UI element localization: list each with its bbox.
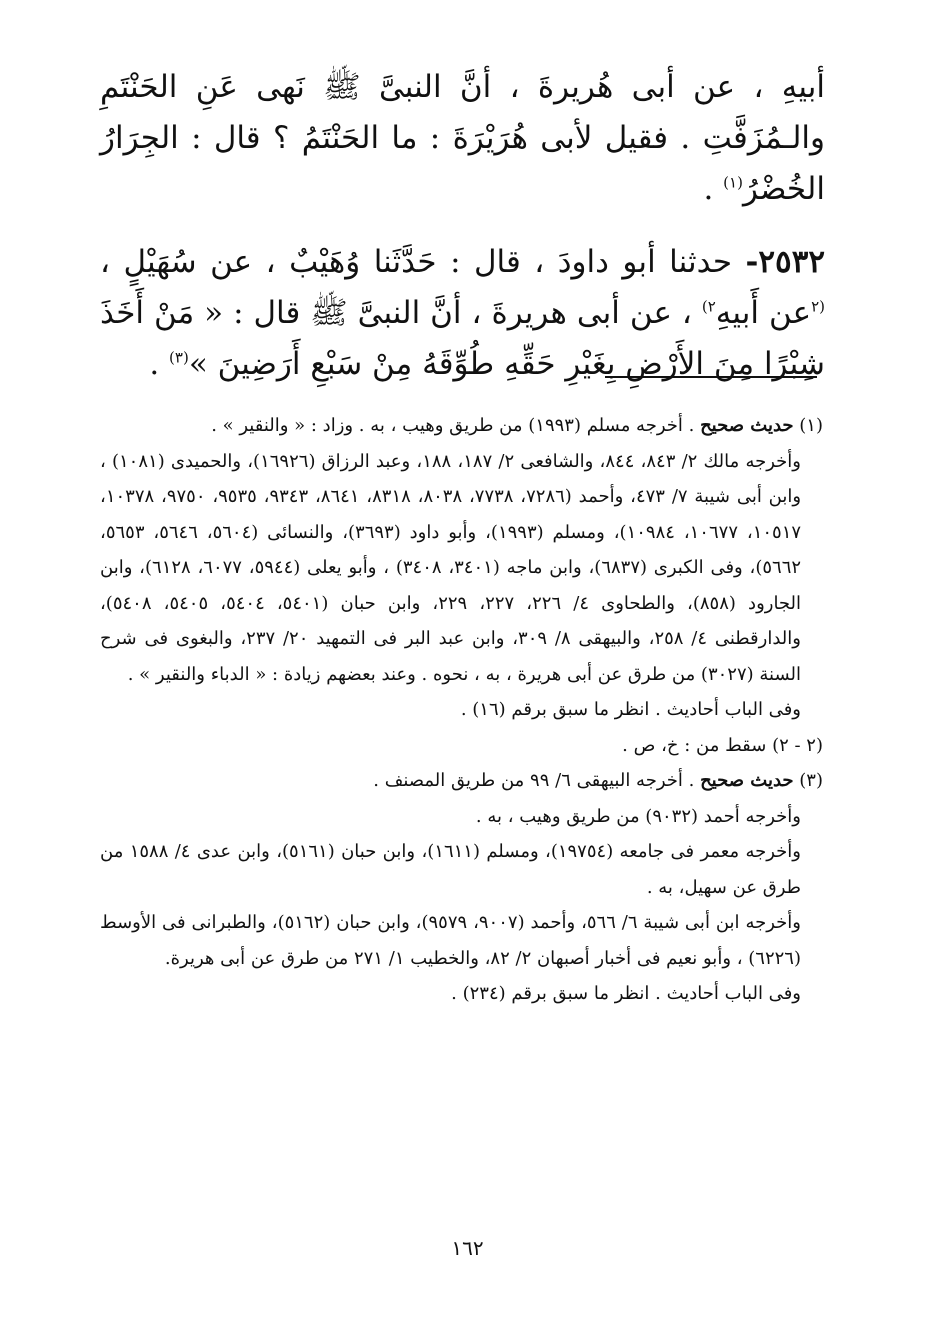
footnote-1 (100, 408, 823, 444)
page-number: ١٦٢ (451, 1236, 484, 1260)
footnotes (100, 408, 823, 1012)
footnote-text: . أخرجه مسلم (١٩٩٣) من طريق وهيب ، به . وزاد : « والنقير » . (211, 415, 701, 436)
footnote-1-takhrij (100, 444, 823, 693)
hadith-matn: ، عن أبى هريرةَ ، أنَّ النبىَّ ﷺ قال : « مَنْ أَخَذَ شِبْرًا مِنَ الأَرْضِ بِغَيْرِ حَقِّهِ طُوِّقَهُ مِنْ سَبْعِ أَرَضِينَ » (100, 295, 825, 382)
footnote-text: وأخرجه ابن أبى شيبة ٦/ ٥٦٦، وأحمد (٩٠٠٧، ٩٥٧٩)، وابن حبان (٥١٦٢)، والطبرانى فى الأوسط (٦٢٢٦) ، وأبو نعيم فى أخبار أصبهان ٢/ ٨٢، والخطيب ١/ ٢٧١ من طرق عن أبى هريرة. (100, 912, 801, 969)
footnote-ref-2-close: ٢) (701, 297, 716, 316)
footnote-text: وفى الباب أحاديث . انظر ما سبق برقم (١٦) . (460, 699, 801, 720)
hadith-number: ٢٥٣٢- (745, 244, 825, 280)
hadith-isnad-omitted: عن أَبيهِ (715, 295, 812, 331)
footnote-1-bab (100, 692, 823, 728)
footnote-3-ahmad (100, 799, 823, 835)
grading: حديث صحيح (700, 415, 794, 436)
footnote-3 (100, 763, 823, 799)
hadith-2532 (100, 237, 825, 390)
footnote-marker: (١) (793, 415, 823, 436)
footnote-ref-2-open: (٢ (811, 297, 825, 316)
main-text (100, 62, 825, 390)
footnote-text: . أخرجه البيهقى ٦/ ٩٩ من طريق المصنف . (373, 770, 701, 791)
footnote-ref-3: (٣) (169, 348, 189, 367)
footnote-separator (605, 376, 817, 378)
footnote-text: وأخرجه مالك ٢/ ٨٤٣، ٨٤٤، والشافعى ٢/ ١٨٧، ١٨٨، وعبد الرزاق (١٦٩٢٦)، والحميدى (١٠٨١) ، وابن أبى شيبة ٧/ ٤٧٣، وأحمد (٧٢٨٦، ٧٧٣٨، ٨٠٣٨، ٨٣١٨، ٨٦٤١، ٩٣٤٣، ٩٥٣٥، ٩٧٥٠، ١٠٣٧٨، ١٠٥١٧، ١٠٦٧٧، ١٠٩٨٤)، ومسلم (١٩٩٣)، وأبو داود (٣٦٩٣)، والنسائى (٥٦٠٤، ٥٦٤٦، ٥٦٥٣، ٥٦٦٢)، وفى الكبرى (٦٨٣٧)، وابن ماجه (٣٤٠١، ٣٤٠٨) ، وأبو يعلى (٥٩٤٤، ٦٠٧٧، ٦١٢٨)، وابن الجارود (٨٥٨)، والطحاوى ٤/ ٢٢٦، ٢٢٧، ٢٢٩، وابن حبان (٥٤٠١، ٥٤٠٤، ٥٤٠٥، ٥٤٠٨)، والدارقطنى ٤/ ٢٥٨، والبيهقى ٨/ ٣٠٩، وابن عبد البر فى التمهيد ٢٠/ ٢٣٧، والبغوى فى شرح السنة (٣٠٢٧) من طرق عن أبى هريرة ، به ، نحوه . وعند بعضهم زيادة : « الدباء والنقير » . (100, 450, 802, 685)
footnote-text: وأخرجه معمر فى جامعه (١٩٧٥٤)، ومسلم (١٦١١)، وابن حبان (٥١٦١)، وابن عدى ٤/ ١٥٨٨ من طرق عن سهيل، به . (100, 841, 801, 898)
period: . (149, 346, 170, 382)
footnote-ref-1: (١) (723, 173, 743, 192)
footnote-text: وفى الباب أحاديث . انظر ما سبق برقم (٢٣٤) . (451, 983, 801, 1004)
period: . (703, 171, 724, 207)
footnote-2 (100, 728, 823, 764)
footnote-text: (٢ - ٢) سقط من : خ، ص . (622, 734, 823, 756)
hadith-isnad: حدثنا أبو داودَ ، قال : حَدَّثَنا وُهَيْبٌ ، عن سُهَيْلٍ ، (100, 244, 746, 280)
grading: حديث صحيح (700, 770, 794, 791)
footnote-3-ibn-abi-shaybah (100, 905, 823, 976)
footnote-3-mamar (100, 834, 823, 905)
footnote-marker: (٣) (793, 770, 823, 791)
hadith-2531-text: أبيهِ ، عن أبى هُريرةَ ، أنَّ النبىَّ ﷺ نَهى عَنِ الحَنْتَمِ والـمُزَفَّتِ . فقيل لأبى هُرَيْرَةَ : ما الحَنْتَمُ ؟ قال : الجِرَارُ الخُضْرُ (100, 69, 825, 207)
footnote-text: وأخرجه أحمد (٩٠٣٢) من طريق وهيب ، به . (475, 805, 801, 827)
footnote-3-bab (100, 976, 823, 1012)
hadith-continuation (100, 62, 825, 215)
